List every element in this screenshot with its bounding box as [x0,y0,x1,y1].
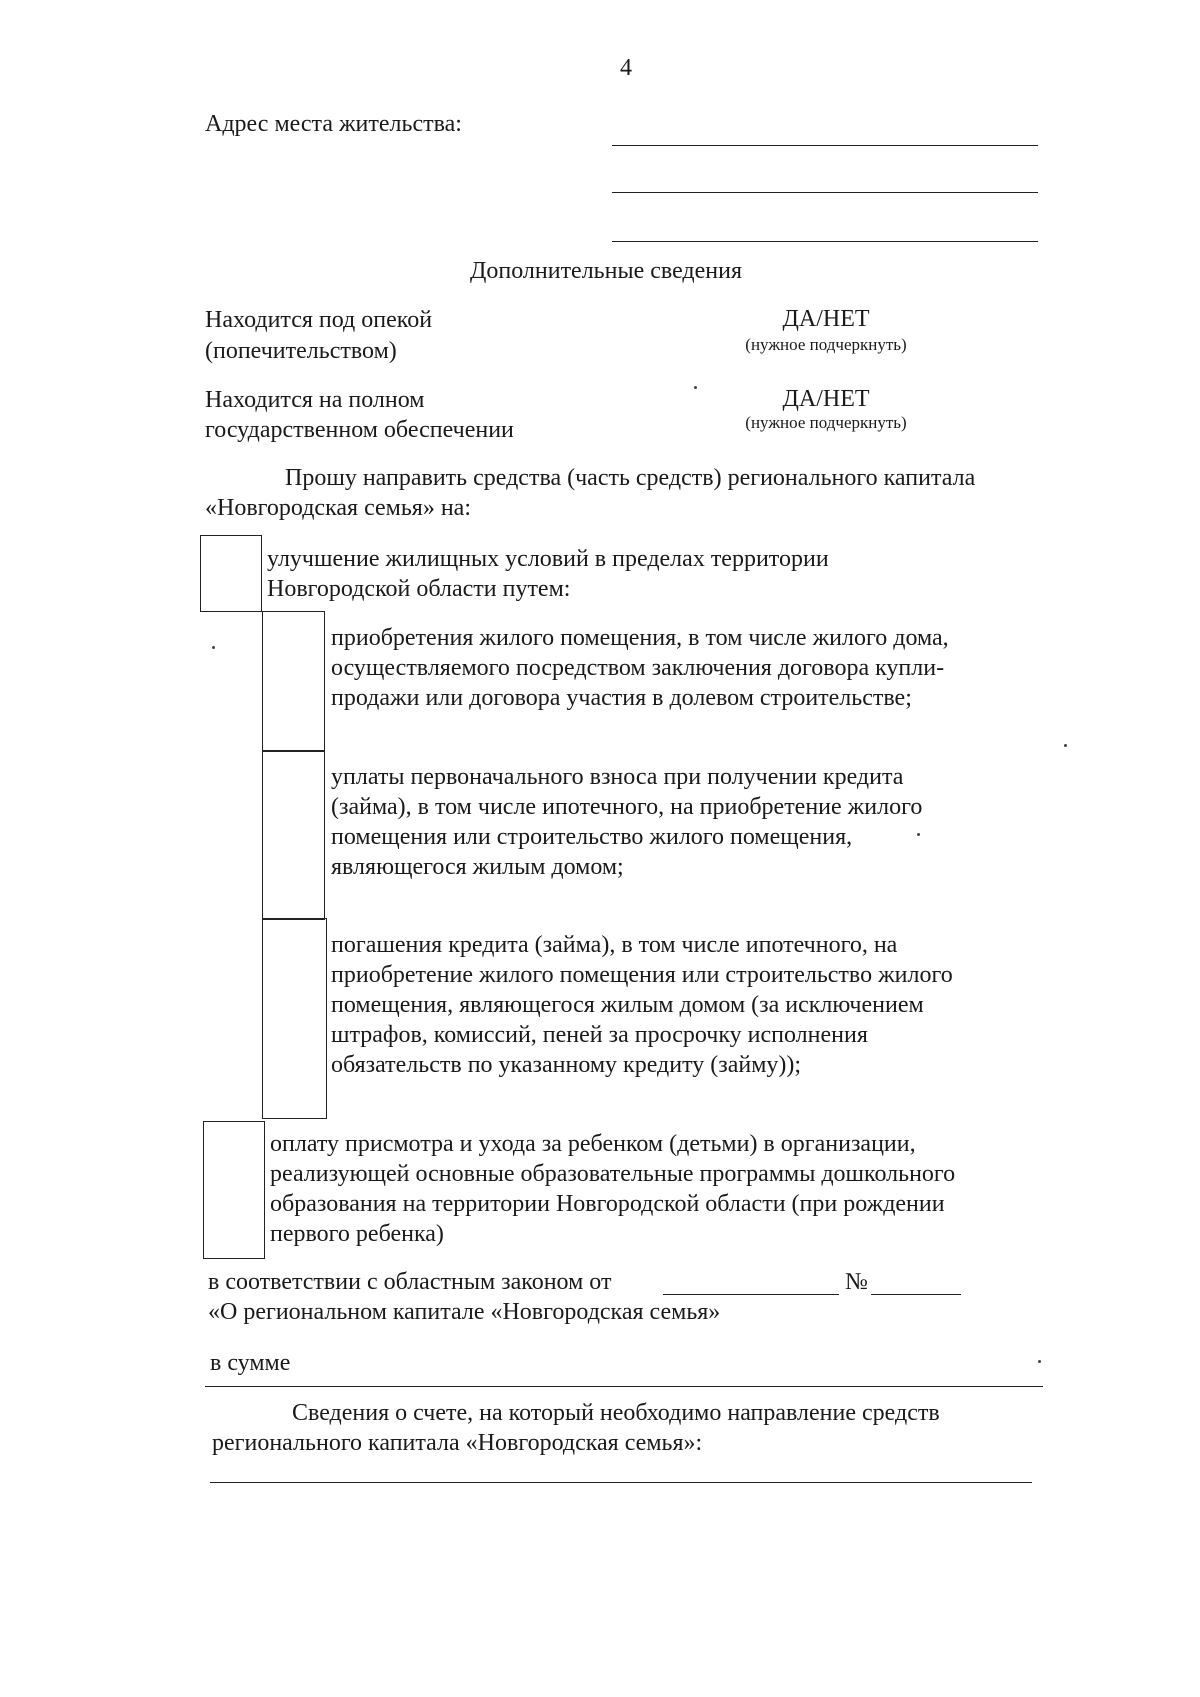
speck [1038,1360,1041,1363]
guardianship-label-1: Находится под опекой [205,307,433,333]
account-field[interactable] [210,1482,1032,1483]
speck [212,646,215,649]
page-number: 4 [620,55,632,81]
speck [694,386,697,389]
down-payment-line-2: (займа), в том числе ипотечного, на приобретение жилого [331,794,923,820]
request-line-2: «Новгородская семья» на: [205,495,472,521]
purchase-line-2: осуществляемого посредством заключения договора купли- [331,655,945,681]
housing-line-1: улучшение жилищных условий в пределах территории [267,546,829,572]
guardianship-note: (нужное подчеркнуть) [745,335,907,354]
housing-checkbox[interactable] [200,535,262,612]
additional-title: Дополнительные сведения [470,258,743,284]
down-payment-checkbox[interactable] [262,750,325,920]
law-line-1: в соответствии с областным законом от [208,1269,612,1295]
childcare-checkbox[interactable] [203,1121,265,1259]
repayment-line-3: помещения, являющегося жилым домом (за исключением [331,992,924,1018]
down-payment-line-4: являющегося жилым домом; [331,854,624,880]
law-number-sign: № [845,1269,868,1295]
speck [1064,744,1067,747]
repayment-line-5: обязательств по указанному кредиту (займу)); [331,1052,802,1078]
purchase-checkbox[interactable] [262,611,325,752]
repayment-checkbox[interactable] [262,918,327,1119]
address-line-1[interactable] [612,145,1038,146]
address-line-2[interactable] [612,192,1038,193]
housing-line-2: Новгородской области путем: [267,576,571,602]
purchase-line-3: продажи или договора участия в долевом строительстве; [331,685,912,711]
address-line-3[interactable] [612,241,1038,242]
childcare-line-4: первого ребенка) [270,1221,444,1247]
state-support-label-1: Находится на полном [205,387,425,413]
childcare-line-2: реализующей основные образовательные программы дошкольного [270,1161,956,1187]
down-payment-line-3: помещения или строительство жилого помещения, [331,824,853,850]
sum-field[interactable] [205,1386,1043,1387]
address-label: Адрес места жительства: [205,111,462,137]
repayment-line-4: штрафов, комиссий, пеней за просрочку исполнения [331,1022,868,1048]
state-support-label-2: государственном обеспечении [205,417,514,443]
account-line-2: регионального капитала «Новгородская семья»: [212,1430,703,1456]
guardianship-answer[interactable]: ДА/НЕТ [782,306,870,332]
repayment-line-2: приобретение жилого помещения или строительство жилого [331,962,953,988]
state-support-answer[interactable]: ДА/НЕТ [782,386,870,412]
law-date-field[interactable] [663,1294,839,1295]
childcare-line-1: оплату присмотра и ухода за ребенком (детьми) в организации, [270,1131,916,1157]
childcare-line-3: образования на территории Новгородской области (при рождении [270,1191,945,1217]
purchase-line-1: приобретения жилого помещения, в том числе жилого дома, [331,625,949,651]
speck [917,833,920,836]
law-number-field[interactable] [871,1294,961,1295]
down-payment-line-1: уплаты первоначального взноса при получении кредита [331,764,904,790]
law-line-2: «О региональном капитале «Новгородская семья» [208,1299,721,1325]
guardianship-label-2: (попечительством) [205,338,397,364]
sum-label: в сумме [210,1350,291,1376]
repayment-line-1: погашения кредита (займа), в том числе ипотечного, на [331,932,898,958]
account-line-1: Сведения о счете, на который необходимо направление средств [292,1400,940,1426]
request-line-1: Прошу направить средства (часть средств) регионального капитала [285,465,976,491]
state-support-note: (нужное подчеркнуть) [745,413,907,432]
